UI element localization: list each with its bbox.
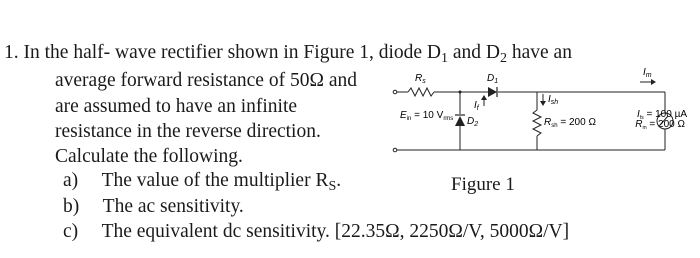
question-c-label: c) [63, 221, 79, 242]
problem-line-4: resistance in the reverse direction. [55, 121, 321, 142]
ish-label: $I_{sh}$ [548, 94, 559, 106]
diode-d2-icon [455, 116, 465, 126]
question-b-text: The ac sensitivity. [102, 196, 244, 217]
ein-label: $E_{in} = 10$ $V_{rms}$ [400, 110, 454, 122]
question-c [63, 221, 569, 243]
if-arrowhead-icon [481, 95, 487, 100]
problem-line-1-text: 1. In the half- wave rectifier shown in Figure 1, diode D [4, 42, 441, 63]
question-a [63, 170, 341, 198]
problem-line-2: average forward resistance of 50Ω and [55, 70, 357, 91]
question-c-text: The equivalent dc sensitivity. [22.35Ω, 2250Ω/V, 5000Ω/V] [101, 221, 570, 242]
rsh-label: $R_{sh} = 200$ Ω [544, 117, 596, 129]
question-a-label: a) [63, 170, 79, 191]
diode-d1-icon [488, 87, 497, 97]
if-label: $I_f$ [474, 100, 479, 112]
node-dot-icon [459, 91, 462, 94]
meter-ifs-label: $I_{fs} = 100$ µA [637, 109, 687, 121]
im-label: $I_m$ [643, 67, 652, 79]
question-a-end: . [336, 170, 342, 191]
problem-line-5: Calculate the following. [55, 146, 243, 167]
im-arrowhead-icon [651, 79, 656, 85]
d1-subscript: 1 [441, 51, 448, 66]
series-resistor-rs [408, 88, 434, 96]
problem-line-3: are assumed to have an infinite [55, 96, 298, 117]
half-wave-rectifier-circuit [360, 62, 690, 162]
meter-rm-label: $R_m = 200$ Ω [635, 119, 685, 131]
d2-label: $D_2$ [467, 116, 479, 128]
terminal-bottom-icon [393, 148, 397, 152]
question-b-label: b) [63, 196, 80, 217]
question-a-text: The value of the multiplier R [101, 170, 329, 191]
problem-line-1-end: have an [507, 42, 572, 63]
rs-label: $R_s$ [415, 73, 426, 85]
ish-arrowhead-icon [540, 101, 546, 106]
d2-subscript: 2 [500, 51, 507, 66]
figure-caption: Figure 1 [451, 174, 515, 195]
problem-line-1-mid: and D [448, 42, 500, 63]
terminal-top-icon [393, 90, 397, 94]
question-a-subscript: S [328, 179, 337, 194]
shunt-resistor-rsh [533, 110, 541, 136]
question-b [63, 196, 244, 218]
d1-label: $D_1$ [487, 73, 499, 85]
